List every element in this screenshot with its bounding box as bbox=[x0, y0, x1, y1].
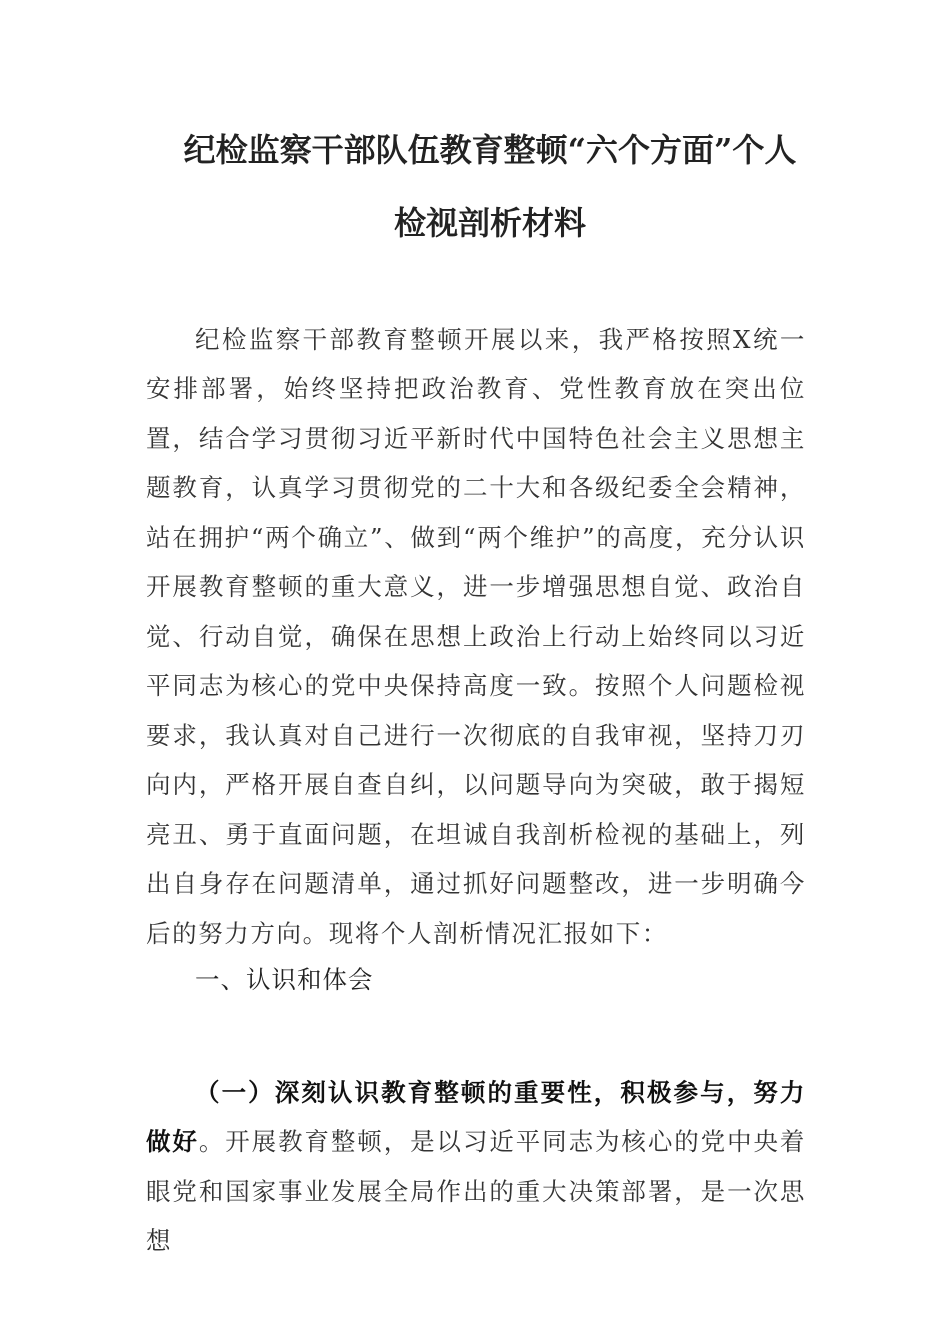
intro-paragraph: 纪检监察干部教育整顿开展以来，我严格按照X统一安排部署，始终坚持把政治教育、党性教育放在突出位置，结合学习贯彻习近平新时代中国特色社会主义思想主题教育，认真学习贯彻党的二十大和各级纪委全会精神，站在拥护“两个确立”、做到“两个维护”的高度，充分认识开展教育整顿的重大意义，进一步增强思想自觉、政治自觉、行动自觉，确保在思想上政治上行动上始终同以习近平同志为核心的党中央保持高度一致。按照个人问题检视要求，我认真对自己进行一次彻底的自我审视，坚持刀刃向内，严格开展自查自纠，以问题导向为突破，敢于揭短亮丑、勇于直面问题，在坦诚自我剖析检视的基础上，列出自身存在问题清单，通过抓好问题整改，进一步明确今后的努力方向。现将个人剖析情况汇报如下： bbox=[146, 324, 806, 948]
section-heading-1: 一、认识和体会 bbox=[195, 965, 374, 994]
document-title-line-1: 纪检监察干部队伍教育整顿“六个方面”个人 bbox=[183, 131, 797, 169]
subsection-paragraph-1 bbox=[146, 1068, 806, 1266]
document-title-line-2: 检视剖析材料 bbox=[393, 204, 586, 242]
subsection-heading-1: （一）深刻认识教育整顿的重要性，积极参与，努力做好 bbox=[146, 1077, 806, 1156]
subsection-body-1: 。开展教育整顿，是以习近平同志为核心的党中央着眼党和国家事业发展全局作出的重大决策部署，是一次思想 bbox=[146, 1127, 806, 1255]
